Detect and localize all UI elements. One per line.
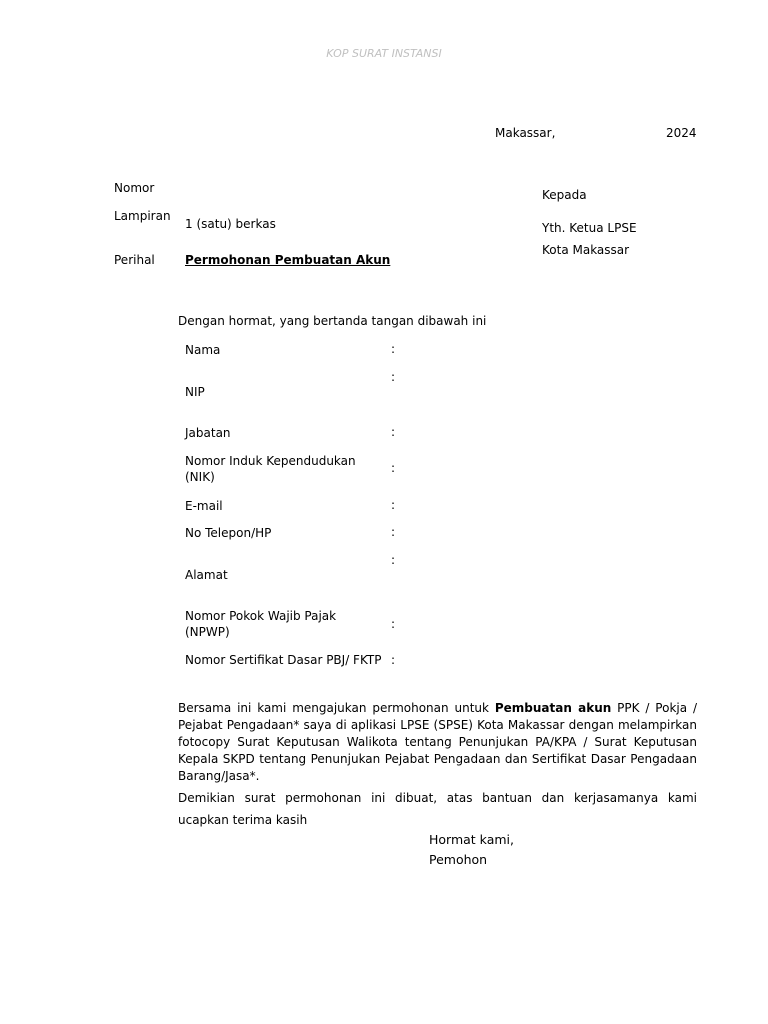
field-nip-label: NIP xyxy=(185,385,205,399)
letter-year: 2024 xyxy=(666,126,697,140)
letter-place: Makassar, xyxy=(495,126,556,140)
field-nama-colon: : xyxy=(391,342,396,356)
field-alamat-label: Alamat xyxy=(185,568,228,582)
field-nip-colon: : xyxy=(391,370,396,384)
body-paragraph-2: Demikian surat permohonan ini dibuat, atas bantuan dan kerjasamanya kami ucapkan terima kasih xyxy=(178,791,697,827)
body-paragraph-1-bold: Pembuatan akun xyxy=(494,701,612,715)
field-nik-colon: : xyxy=(391,461,396,475)
field-email-colon: : xyxy=(391,498,396,512)
body-paragraph-1-pre: Bersama ini kami mengajukan permohonan untuk xyxy=(178,701,495,715)
field-sertifikat-label: Nomor Sertifikat Dasar PBJ/ FKTP xyxy=(185,653,382,667)
perihal-label: Perihal xyxy=(114,253,155,267)
field-nama-label: Nama xyxy=(185,343,221,357)
field-jabatan-colon: : xyxy=(391,425,396,439)
field-telepon-label: No Telepon/HP xyxy=(185,526,272,540)
recipient-line2: Kota Makassar xyxy=(542,243,630,257)
recipient-kepada: Kepada xyxy=(542,188,587,202)
perihal-value: Permohonan Pembuatan Akun xyxy=(185,253,391,267)
nomor-label: Nomor xyxy=(114,181,155,195)
field-npwp-label: Nomor Pokok Wajib Pajak (NPWP) xyxy=(185,609,337,639)
field-nik-label: Nomor Induk Kependudukan (NIK) xyxy=(185,454,356,484)
field-alamat-colon: : xyxy=(391,553,396,567)
closing-line1: Hormat kami, xyxy=(429,832,514,847)
closing-line2: Pemohon xyxy=(429,852,488,867)
field-telepon-colon: : xyxy=(391,525,396,539)
opening-text: Dengan hormat, yang bertanda tangan dibawah ini xyxy=(178,314,487,328)
lampiran-value: 1 (satu) berkas xyxy=(185,217,276,231)
body-paragraph-1-post: PPK / Pokja / Pejabat Pengadaan* saya di aplikasi LPSE (SPSE) Kota Makassar dengan melampirkan fotocopy Surat Keputusan Walikota tentang Penunjukan PA/KPA / Surat Keputusan Kepala SKPD tentang Penunjukan Pejabat Pengadaan dan Sertifikat Dasar Pengadaan Barang/Jasa*. xyxy=(178,701,697,783)
field-sertifikat-colon: : xyxy=(391,653,396,667)
field-jabatan-label: Jabatan xyxy=(185,426,231,440)
lampiran-label: Lampiran xyxy=(114,209,171,223)
letterhead-placeholder: KOP SURAT INSTANSI xyxy=(326,47,442,60)
body-paragraph-1 xyxy=(178,700,697,785)
recipient-line1: Yth. Ketua LPSE xyxy=(542,221,637,235)
field-email-label: E-mail xyxy=(185,499,223,513)
field-npwp-colon: : xyxy=(391,617,396,631)
